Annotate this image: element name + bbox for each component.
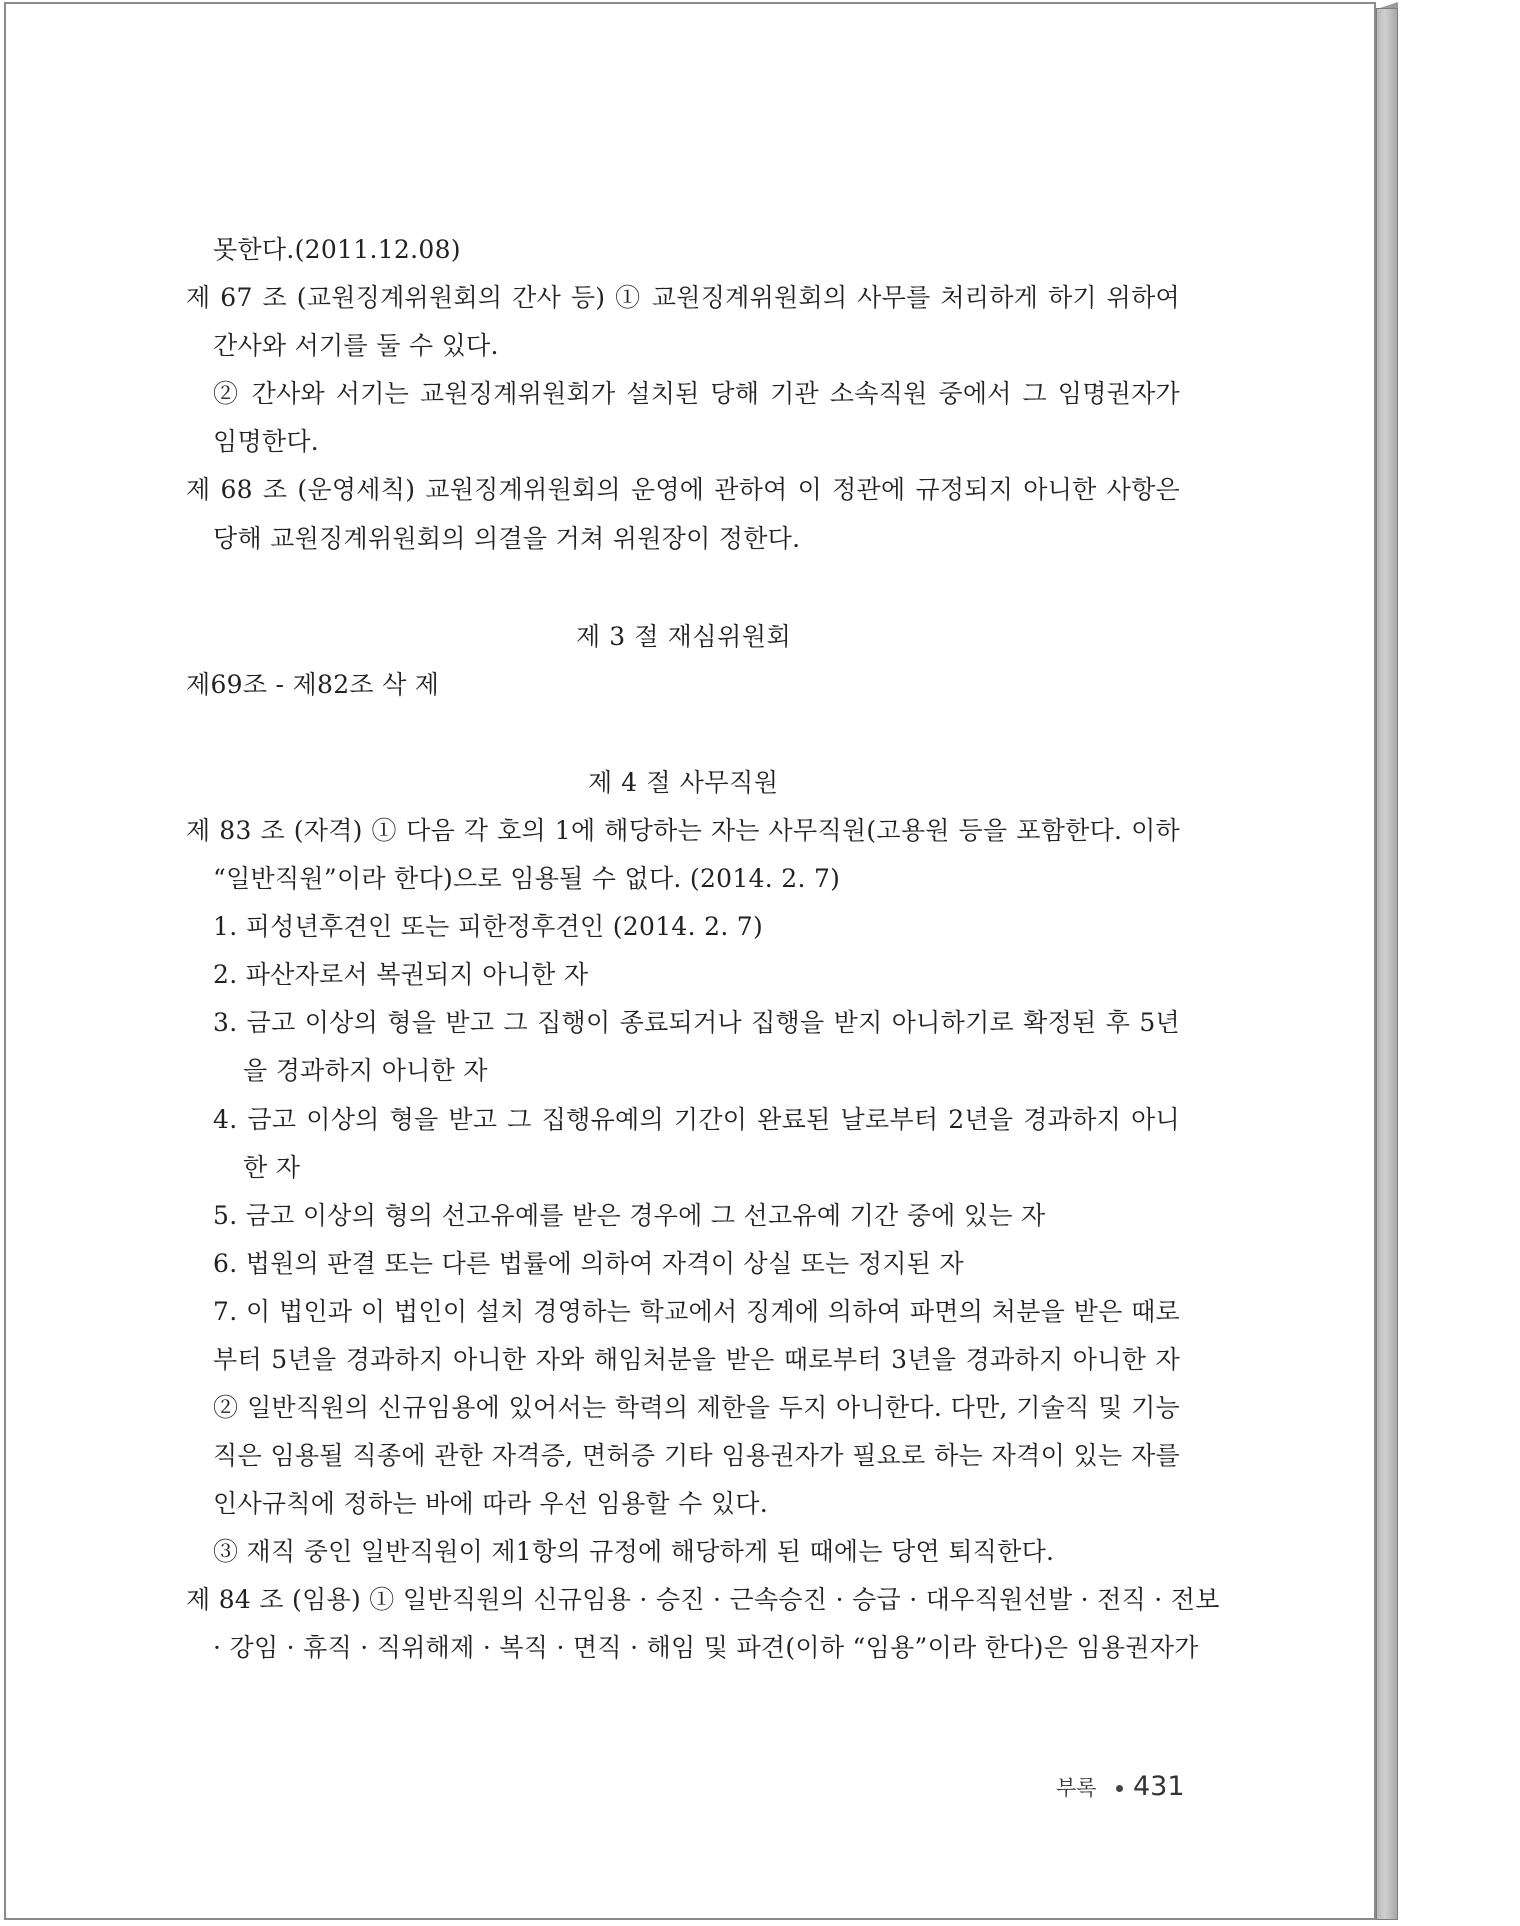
article-83-para-3: ③ 재직 중인 일반직원이 제1항의 규정에 해당하게 된 때에는 당연 퇴직한다. <box>213 1537 1055 1566</box>
text-line-0: 못한다.(2011.12.08) <box>213 235 461 264</box>
page-number: 431 <box>1133 1771 1185 1802</box>
article-68-line-1: 제 68 조 (운영세칙) 교원징계위원회의 운영에 관하여 이 정관에 규정되지 아니한 사항은 <box>186 475 1180 504</box>
article-83-item-7-cont: 부터 5년을 경과하지 아니한 자와 해임처분을 받은 때로부터 3년을 경과하지 아니한 자 <box>213 1345 1180 1374</box>
article-83-item-7: 7. 이 법인과 이 법인이 설치 경영하는 학교에서 징계에 의하여 파면의 처분을 받은 때로 <box>213 1297 1180 1326</box>
page-edge-shadow <box>1376 8 1398 1920</box>
article-67-line-3: ② 간사와 서기는 교원징계위원회가 설치된 당해 기관 소속직원 중에서 그 임명권자가 <box>213 379 1180 408</box>
document-page <box>4 2 1376 1920</box>
article-68-line-2: 당해 교원징계위원회의 의결을 거쳐 위원장이 정한다. <box>213 524 801 553</box>
article-67-line-4: 임명한다. <box>213 427 320 456</box>
article-83-item-6: 6. 법원의 판결 또는 다른 법률에 의하여 자격이 상실 또는 정지된 자 <box>213 1249 964 1278</box>
article-83-item-1: 1. 피성년후견인 또는 피한정후견인 (2014. 2. 7) <box>213 912 764 941</box>
section-4-heading: 제 4 절 사무직원 <box>588 768 779 797</box>
article-67-line-1: 제 67 조 (교원징계위원회의 간사 등) ① 교원징계위원회의 사무를 처리하게 하기 위하여 <box>186 283 1180 312</box>
article-83-line-2: “일반직원”이라 한다)으로 임용될 수 없다. (2014. 2. 7) <box>213 864 841 893</box>
deleted-articles-line: 제69조 - 제82조 삭 제 <box>186 670 440 699</box>
article-83-item-4-cont: 한 자 <box>243 1153 301 1182</box>
article-83-para-2-line-2: 직은 임용될 직종에 관한 자격증, 면허증 기타 임용권자가 필요로 하는 자격이 있는 자를 <box>213 1441 1180 1470</box>
article-83-line-1: 제 83 조 (자격) ① 다음 각 호의 1에 해당하는 자는 사무직원(고용원 등을 포함한다. 이하 <box>186 816 1180 845</box>
article-83-item-3: 3. 금고 이상의 형을 받고 그 집행이 종료되거나 집행을 받지 아니하기로 확정된 후 5년 <box>213 1008 1180 1037</box>
article-83-item-4: 4. 금고 이상의 형을 받고 그 집행유예의 기간이 완료된 날로부터 2년을 경과하지 아니 <box>213 1105 1180 1134</box>
article-83-para-2-line-1: ② 일반직원의 신규임용에 있어서는 학력의 제한을 두지 아니한다. 다만, 기술직 및 기능 <box>213 1393 1180 1422</box>
footer-bullet-icon <box>1116 1785 1123 1792</box>
article-83-item-2: 2. 파산자로서 복권되지 아니한 자 <box>213 960 589 989</box>
article-83-item-5: 5. 금고 이상의 형의 선고유예를 받은 경우에 그 선고유예 기간 중에 있는 자 <box>213 1201 1046 1230</box>
article-83-item-3-cont: 을 경과하지 아니한 자 <box>243 1056 488 1085</box>
article-83-para-2-line-3: 인사규칙에 정하는 바에 따라 우선 임용할 수 있다. <box>213 1489 768 1518</box>
article-84-line-1: 제 84 조 (임용) ① 일반직원의 신규임용 · 승진 · 근속승진 · 승급 · 대우직원선발 · 전직 · 전보 <box>186 1585 1220 1614</box>
section-3-heading: 제 3 절 재심위원회 <box>576 622 792 651</box>
article-84-line-2: · 강임 · 휴직 · 직위해제 · 복직 · 면직 · 해임 및 파견(이하 “임용”이라 한다)은 임용권자가 <box>213 1633 1199 1662</box>
footer-label: 부록 <box>1056 1776 1097 1800</box>
article-67-line-2: 간사와 서기를 둘 수 있다. <box>213 331 499 360</box>
